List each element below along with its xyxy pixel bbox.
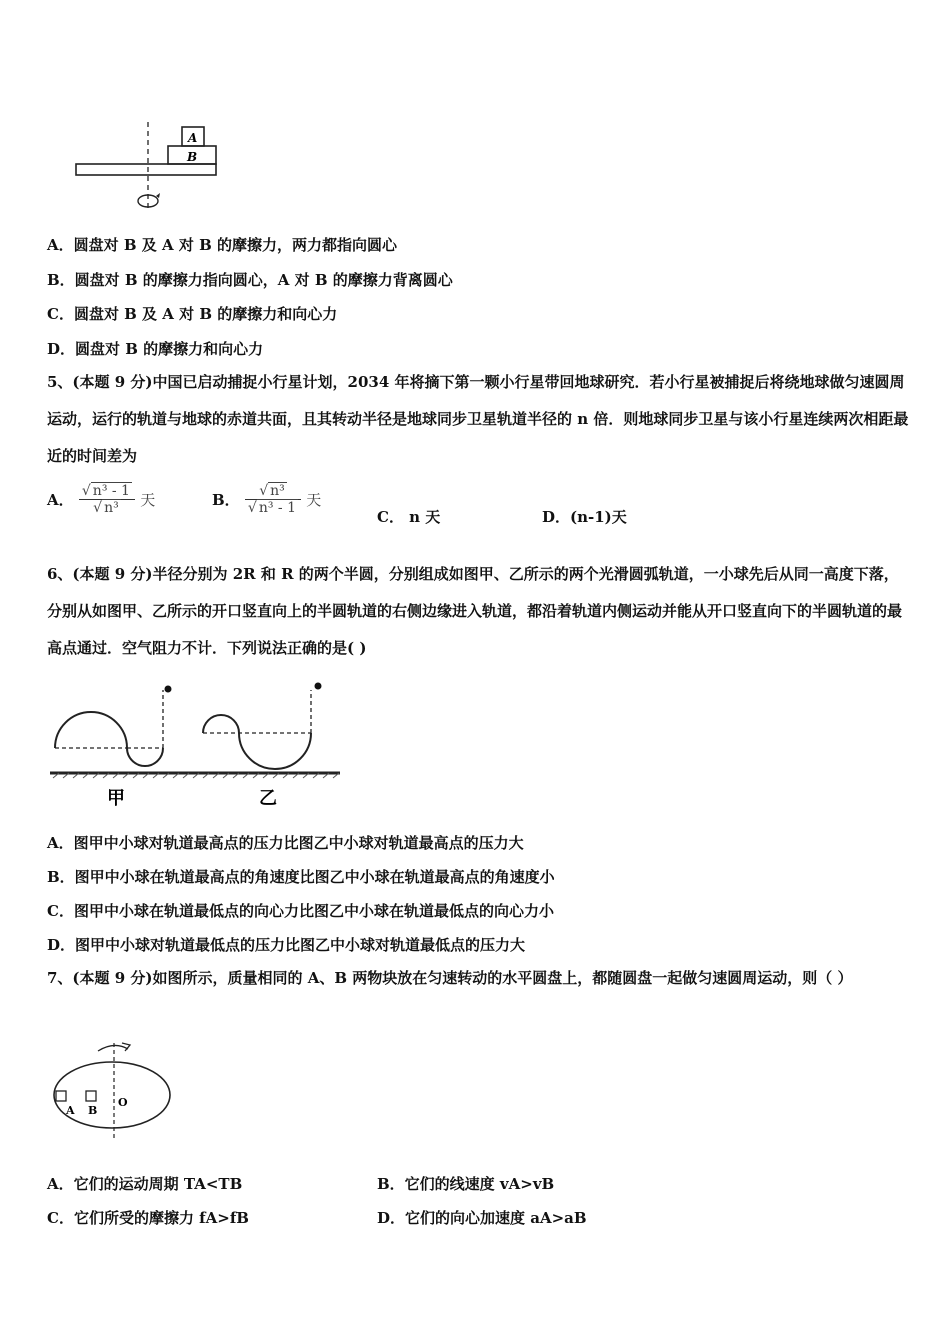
disk-a-label: A	[66, 1104, 75, 1117]
q5-b-denominator: n³ - 1	[258, 500, 297, 516]
q5-option-a	[47, 483, 155, 516]
q5-a-numerator: n³ - 1	[92, 483, 130, 499]
disk-o-label: O	[118, 1096, 128, 1109]
figure-yi-label: 乙	[259, 788, 277, 809]
q5-option-b-label: B．	[212, 491, 240, 509]
q5-option-d: D．(n-1)天	[542, 508, 627, 526]
q4-option-a: A．圆盘对 B 及 A 对 B 的摩擦力，两力都指向圆心	[47, 236, 397, 254]
semicircle-tracks-figure	[45, 678, 345, 813]
horizontal-disk-figure	[50, 1035, 180, 1145]
q6-option-c: C．图甲中小球在轨道最低点的向心力比图乙中小球在轨道最低点的向心力小	[47, 902, 554, 920]
block-a-label: A	[188, 131, 198, 145]
q7-option-d: D．它们的向心加速度 aA>aB	[377, 1209, 587, 1227]
q5-option-c: C． n 天	[377, 508, 441, 526]
q5-option-b-fraction: $\frac{\text{√ n³}}{\text{√ n³ - 1}}$	[245, 483, 301, 516]
q7-stem: 7、(本题 9 分)如图所示，质量相同的 A、B 两物块放在匀速转动的水平圆盘上，都随圆盘一起做匀速圆周运动，则（ ）	[47, 969, 853, 987]
q7-option-c: C．它们所受的摩擦力 fA>fB	[47, 1209, 249, 1227]
q5-b-unit: 天	[306, 491, 322, 509]
q5-option-a-fraction: $\frac{\text{√ n³ - 1}}{\text{√ n³}}$	[79, 483, 135, 516]
q4-option-c: C．圆盘对 B 及 A 对 B 的摩擦力和向心力	[47, 305, 338, 323]
q6-stem: 6、(本题 9 分)半径分别为 2R 和 R 的两个半圆，分别组成如图甲、乙所示的两个光滑圆弧轨道，一小球先后从同一高度下落，分别从如图甲、乙所示的开口竖直向上的半圆轨道的右侧边缘进入轨道，都沿着轨道内侧运动并能从开口竖直向下的半圆轨道的最高点通过．空气阻力不计．下列说法正确的是( )	[47, 565, 903, 657]
rotating-disk-figure	[70, 118, 230, 218]
q5-option-a-label: A．	[47, 491, 74, 509]
q7-option-b: B．它们的线速度 vA>vB	[377, 1175, 555, 1193]
q5-a-unit: 天	[140, 491, 156, 509]
q6-option-b: B．图甲中小球在轨道最高点的角速度比图乙中小球在轨道最高点的角速度小	[47, 868, 555, 886]
q6-option-d: D．图甲中小球对轨道最低点的压力比图乙中小球对轨道最低点的压力大	[47, 936, 526, 954]
q4-option-d: D．圆盘对 B 的摩擦力和向心力	[47, 340, 264, 358]
disk-b-label: B	[88, 1104, 98, 1117]
q5-b-numerator: n³	[270, 483, 285, 499]
q5-stem: 5、(本题 9 分)中国已启动捕捉小行星计划，2034 年将摘下第一颗小行星带回地球研究．若小行星被捕捉后将绕地球做匀速圆周运动，运行的轨道与地球的赤道共面，且其转动半径是地球同步卫星轨道半径的 n 倍．则地球同步卫星与该小行星连续两次相距最近的时间差为	[47, 373, 909, 465]
q4-option-b: B．圆盘对 B 的摩擦力指向圆心，A 对 B 的摩擦力背离圆心	[47, 271, 453, 289]
q6-option-a: A．图甲中小球对轨道最高点的压力比图乙中小球对轨道最高点的压力大	[47, 834, 524, 852]
q7-option-a: A．它们的运动周期 TA<TB	[47, 1175, 243, 1193]
q5-option-b	[212, 483, 321, 516]
figure-jia-label: 甲	[107, 788, 125, 809]
q5-a-denominator: n³	[104, 500, 119, 516]
block-b-label: B	[187, 150, 198, 164]
